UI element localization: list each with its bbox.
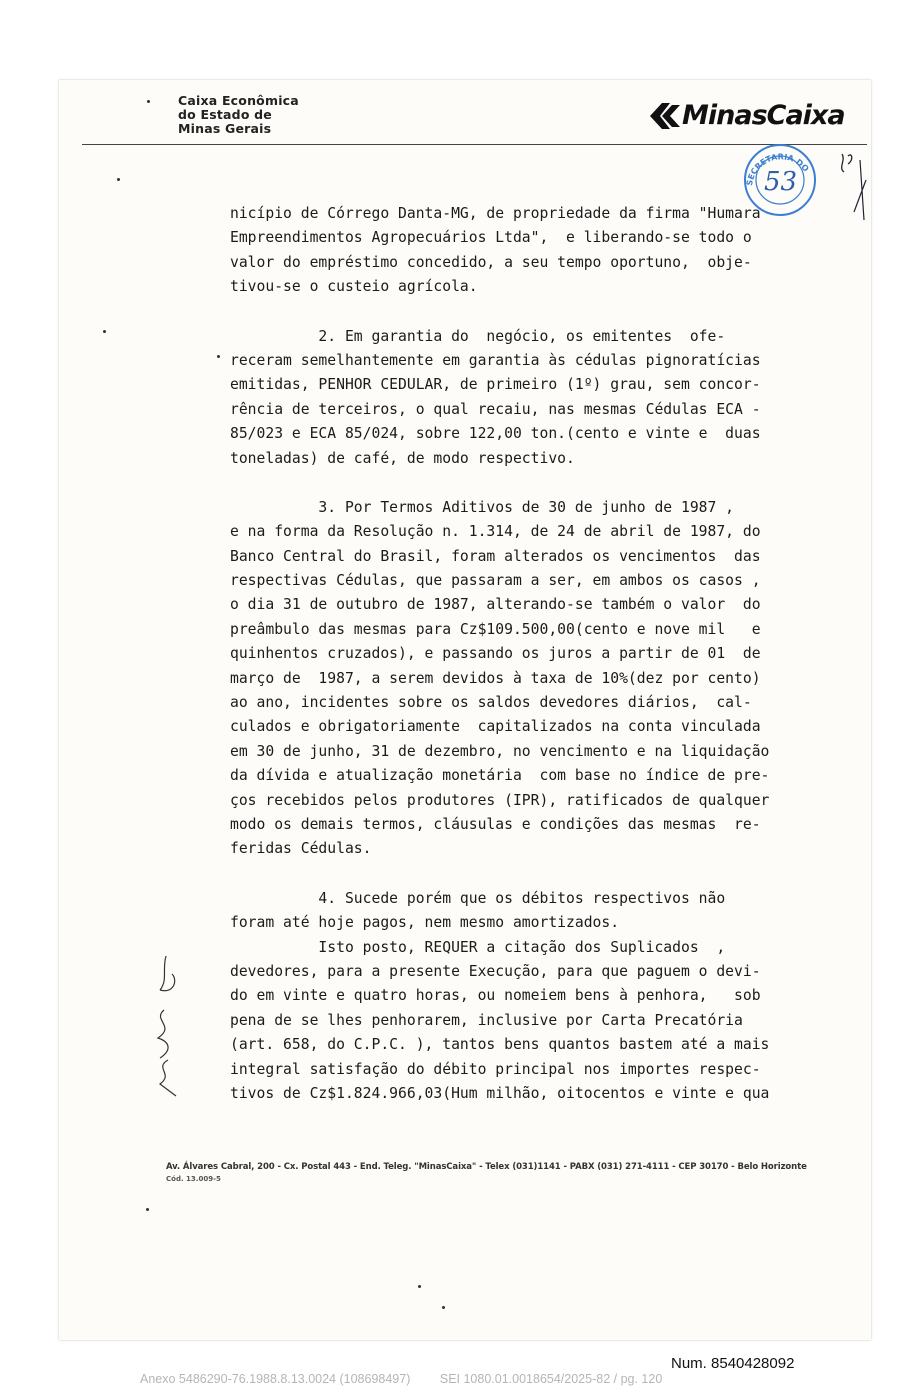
body-line: emitidas, PENHOR CEDULAR, de primeiro (1º) grau, sem concor- [230, 376, 761, 394]
body-line: ao ano, incidentes sobre os saldos devedores diários, cal- [230, 694, 752, 712]
speck [147, 100, 150, 103]
body-line: e na forma da Resolução n. 1.314, de 24 de abril de 1987, do [230, 523, 761, 541]
org-line-1: Caixa Econômica [178, 93, 299, 108]
body-line: culados e obrigatoriamente capitalizados na conta vinculada [230, 718, 761, 736]
body-line: do em vinte e quatro horas, ou nomeiem bens à penhora, sob [230, 987, 761, 1005]
body-line: (art. 658, do C.P.C. ), tantos bens quantos bastem até a mais [230, 1036, 770, 1054]
body-line: integral satisfação do débito principal nos importes respec- [230, 1060, 761, 1078]
body-line: devedores, para a presente Execução, para que paguem o devi- [230, 962, 761, 980]
document-number: Num. 8540428092 [671, 1355, 795, 1372]
body-line: março de 1987, a serem devidos à taxa de 10%(dez por cento) [230, 669, 761, 687]
annex-reference: Anexo 5486290-76.1988.8.13.0024 (108698497) [140, 1372, 411, 1386]
body-line: tivos de Cz$1.824.966,03(Hum milhão, oitocentos e vinte e qua [230, 1084, 770, 1102]
logo-mark-icon [648, 101, 682, 131]
speck [117, 178, 120, 181]
body-line: Isto posto, REQUER a citação dos Suplicados , [230, 938, 726, 956]
body-line: Empreendimentos Agropecuários Ltda", e liberando-se todo o [230, 229, 752, 247]
body-line: modo os demais termos, cláusulas e condições das mesmas re- [230, 815, 761, 833]
document-body [230, 202, 816, 1106]
logo-text: MinasCaixa [682, 100, 845, 131]
body-line: 4. Sucede porém que os débitos respectivos não [230, 889, 726, 907]
sei-reference: SEI 1080.01.0018654/2025-82 / pg. 120 [439, 1372, 663, 1386]
speck [217, 355, 220, 358]
body-line: 2. Em garantia do negócio, os emitentes ofe- [230, 327, 726, 345]
body-line: tivou-se o custeio agrícola. [230, 278, 478, 296]
body-line: 3. Por Termos Aditivos de 30 de junho de 1987 , [230, 498, 735, 516]
speck [418, 1285, 421, 1288]
org-name [178, 94, 299, 136]
body-line: nicípio de Córrego Danta-MG, de propriedade da firma "Humara [230, 205, 761, 222]
paragraph-gap [230, 862, 816, 887]
body-line: 85/023 e ECA 85/024, sobre 122,00 ton.(cento e vinte e duas [230, 425, 761, 443]
org-line-3: Minas Gerais [178, 121, 272, 136]
body-line: em 30 de junho, 31 de dezembro, no vencimento e na liquidação [230, 742, 770, 760]
handwritten-initials-icon [834, 150, 874, 230]
body-line: o dia 31 de outubro de 1987, alterando-se também o valor do [230, 596, 761, 614]
body-line: preâmbulo das mesmas para Cz$109.500,00(cento e nove mil e [230, 620, 761, 638]
svg-text:53: 53 [764, 167, 798, 197]
margin-signature-icon [138, 950, 188, 1100]
paragraph-gap [230, 300, 816, 325]
body-line: rência de terceiros, o qual recaiu, nas mesmas Cédulas ECA - [230, 400, 761, 418]
body-line: foram até hoje pagos, nem mesmo amortizados. [230, 914, 620, 932]
body-line: toneladas) de café, de modo respectivo. [230, 449, 575, 467]
body-line: Banco Central do Brasil, foram alterados os vencimentos das [230, 547, 761, 565]
minascaixa-logo [648, 100, 845, 131]
speck [103, 330, 106, 333]
speck [146, 1208, 149, 1211]
body-line: quinhentos cruzados), e passando os juros a partir de 01 de [230, 645, 761, 663]
svg-text:SECRETARIA DO: SECRETARIA DO [744, 152, 811, 187]
body-line: ços recebidos pelos produtores (IPR), ratificados de qualquer [230, 791, 770, 809]
form-code: Cód. 13.009-5 [166, 1175, 221, 1183]
footer-address: Av. Álvares Cabral, 200 - Cx. Postal 443 - End. Teleg. "MinasCaixa" - Telex (031)1141 - PABX (031) 271-4111 - CEP 30170 - Belo Horizonte [166, 1162, 807, 1172]
body-line: pena de se lhes penhorarem, inclusive por Carta Precatória [230, 1011, 743, 1029]
body-line: respectivas Cédulas, que passaram a ser, em ambos os casos , [230, 572, 761, 590]
annex-line [140, 1372, 688, 1386]
body-line: receram semelhantemente em garantia às cédulas pignoratícias [230, 351, 761, 369]
speck [442, 1306, 445, 1309]
body-line: da dívida e atualização monetária com base no índice de pre- [230, 767, 770, 785]
body-line: valor do empréstimo concedido, a seu tempo oportuno, obje- [230, 253, 752, 271]
org-line-2: do Estado de [178, 107, 272, 122]
paragraph-gap [230, 471, 816, 496]
body-line: feridas Cédulas. [230, 840, 372, 858]
